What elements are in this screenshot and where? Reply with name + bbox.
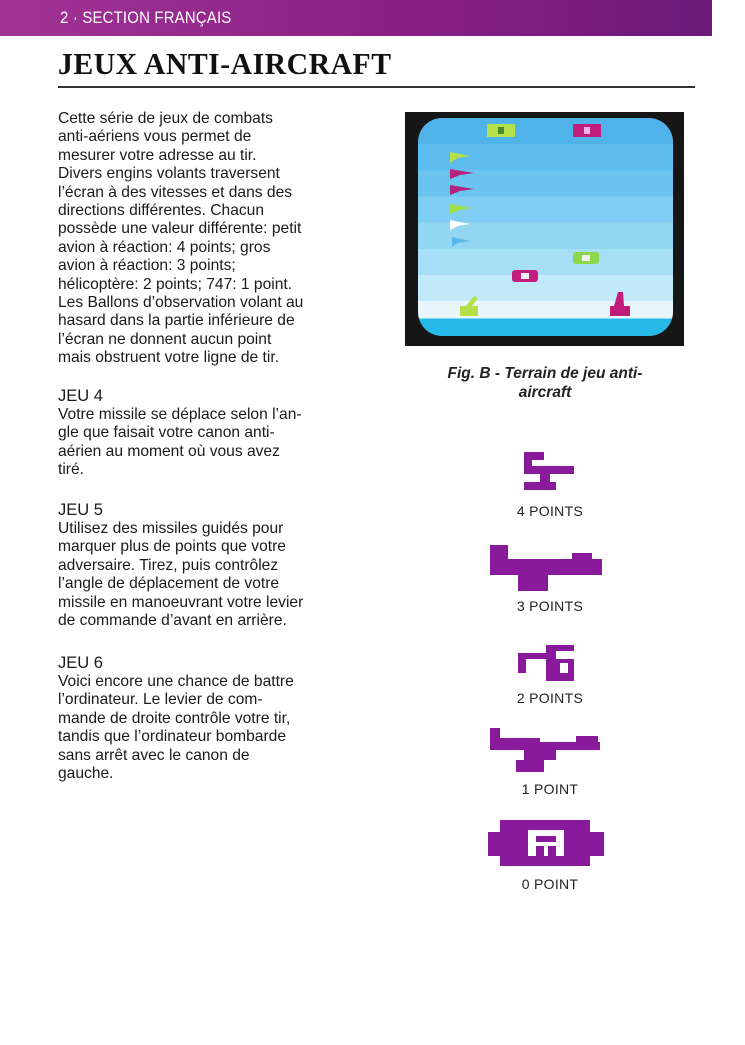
intro-paragraph: Cette série de jeux de combats anti-aériens vous permet de mesurer votre adresse au tir. Divers engins volants traversent l’écran à des vitesses et dans des directions différentes. Chacun possède une valeur différente: petit avion à réaction: 4 points; gros avion à réaction: 3 points; hélicoptère: 2 points; 747: 1 point. Les Ballons d’observation volant au hasard dans la partie inférieure de l’écran ne donnent aucun point mais obstruent votre ligne de tir. [58, 110, 304, 367]
game-6-body: Voici encore une chance de battre l’ordinateur. Le levier de com- mande de droite contrôle votre tir, tandis que l’ordinateur bombarde sans arrêt avec le canon de gauche. [58, 673, 294, 783]
observation-balloon-icon [488, 820, 606, 868]
plane-row-5-icon [450, 220, 470, 230]
legend-label-3-points: 3 POINTS [516, 598, 584, 614]
large-jet-icon [488, 545, 606, 593]
game-5-section [58, 500, 368, 630]
legend-label-0-point: 0 POINT [521, 876, 579, 892]
small-jet-icon [516, 452, 576, 494]
left-cannon-icon [460, 296, 478, 316]
legend-label-2-points: 2 POINTS [516, 690, 584, 706]
game-6-section [58, 653, 368, 783]
helicopter-icon [516, 643, 576, 685]
plane-row-1-icon [450, 152, 470, 163]
plane-row-4-icon [450, 204, 472, 214]
section-header-band [0, 0, 712, 36]
plane-row-2-icon [450, 169, 474, 179]
score-box-right [573, 124, 601, 137]
balloon-green-icon [573, 252, 599, 264]
game-4-body: Votre missile se déplace selon l’an- gle que faisait votre canon anti- aérien au moment où vous avez tiré. [58, 406, 302, 479]
game-4-heading: JEU 4 [58, 387, 103, 405]
game-screen-figure [418, 118, 673, 336]
game-6-heading: JEU 6 [58, 654, 103, 672]
game-5-heading: JEU 5 [58, 501, 103, 519]
right-cannon-icon [610, 292, 630, 316]
section-label: 2 · SECTION FRANÇAIS [60, 8, 232, 27]
page-title: JEUX ANTI-AIRCRAFT [58, 46, 392, 81]
plane-row-3-icon [450, 185, 474, 195]
balloon-pink-icon [512, 270, 538, 282]
legend-label-1-point: 1 POINT [521, 781, 579, 797]
score-box-left [487, 124, 515, 137]
figure-caption: Fig. B - Terrain de jeu anti- aircraft [447, 365, 643, 401]
plane-row-6-icon [452, 237, 470, 247]
747-plane-icon [488, 728, 606, 776]
game-5-body: Utilisez des missiles guidés pour marquer plus de points que votre adversaire. Tirez, puis contrôlez l’angle de déplacement de votre missile en manoeuvrant votre levier de commande d’avant en arrière. [58, 520, 304, 630]
legend-label-4-points: 4 POINTS [516, 503, 584, 519]
intro-text [58, 110, 368, 368]
title-rule [58, 86, 695, 88]
game-screen-art [418, 118, 673, 336]
game-4-section [58, 386, 368, 480]
